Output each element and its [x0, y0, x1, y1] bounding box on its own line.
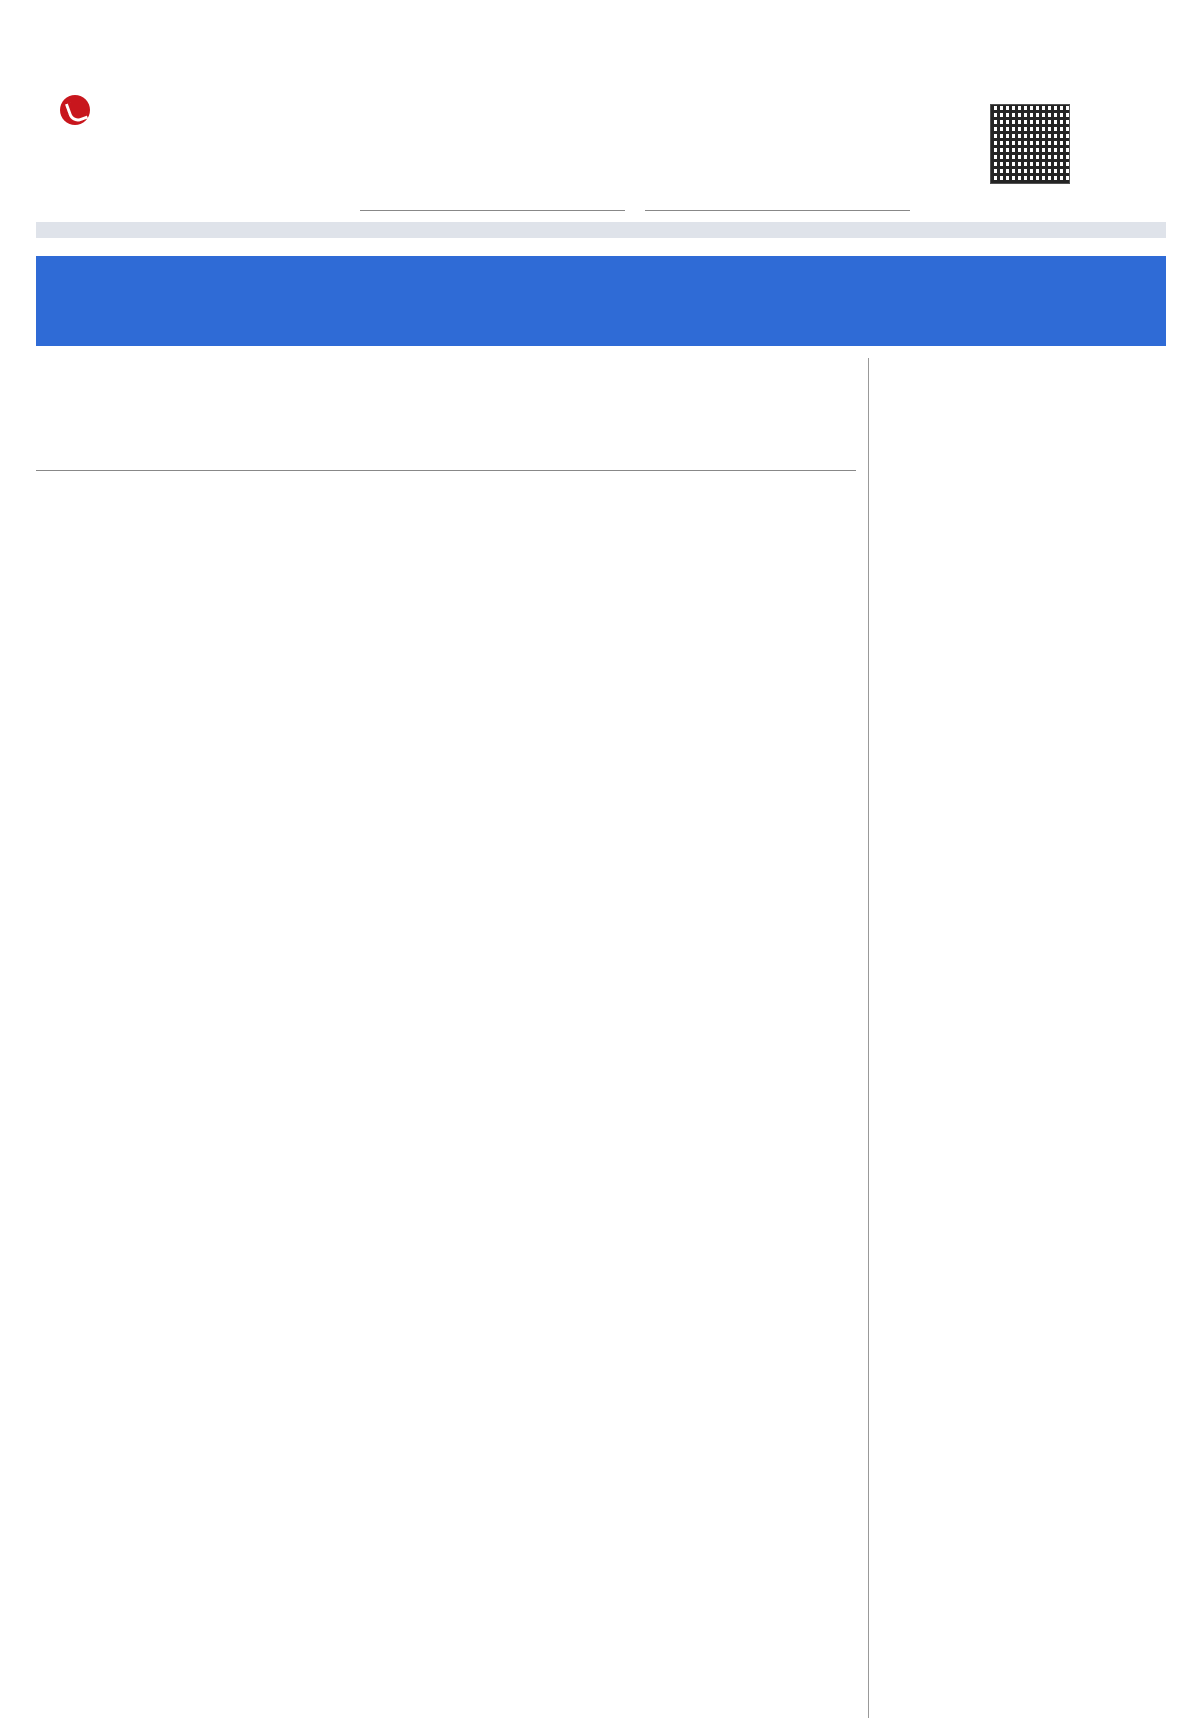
masthead-pinyin	[360, 196, 910, 220]
article-divider	[36, 470, 856, 471]
newspaper-logo	[60, 88, 96, 128]
qr-code-icon	[990, 104, 1070, 184]
column-divider	[868, 358, 869, 1718]
theme-banner	[36, 256, 1166, 346]
leaf-logo-icon	[60, 95, 90, 125]
info-bar	[36, 222, 1166, 238]
